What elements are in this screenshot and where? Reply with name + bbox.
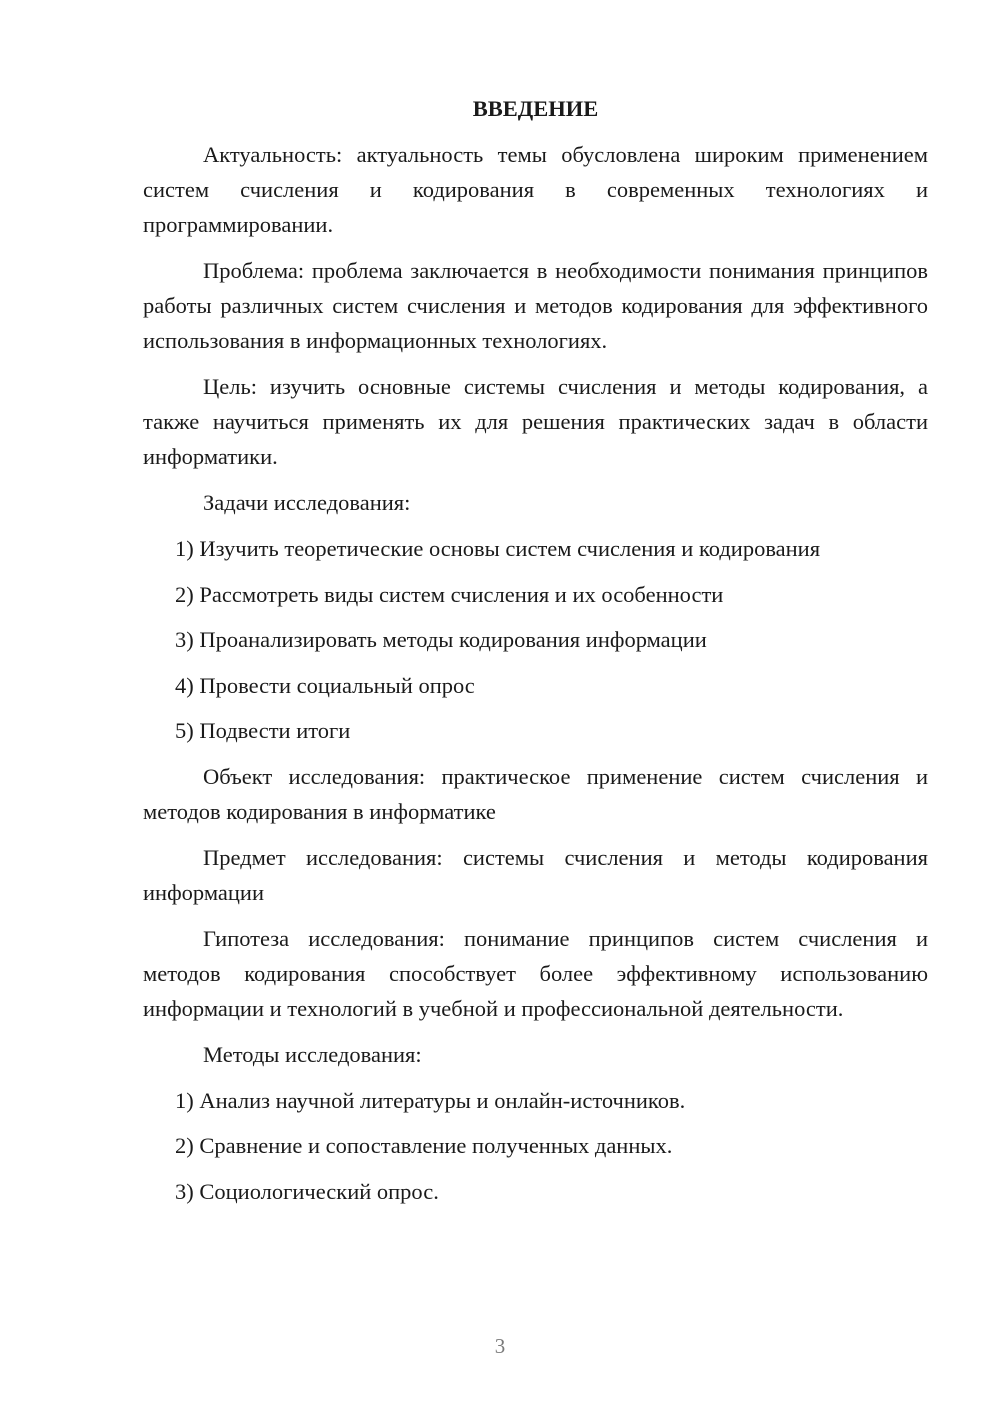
list-item: 2) Рассмотреть виды систем счисления и их особенности: [175, 581, 724, 607]
page-content: [143, 91, 928, 1219]
paragraph-hypothesis: Гипотеза исследования: понимание принципов систем счисления и методов кодирования способствует более эффективному использованию информации и технологий в учебной и профессиональной деятельности.: [143, 925, 928, 1021]
paragraph-goal: Цель: изучить основные системы счисления и методы кодирования, а также научиться применять их для решения практических задач в области информатики.: [143, 374, 928, 469]
page-title: ВВЕДЕНИЕ: [472, 96, 599, 121]
tasks-heading: Задачи исследования:: [203, 490, 411, 515]
paragraph-relevance: Актуальность: актуальность темы обусловлена широким применением систем счисления и кодирования в современных технологиях и программировании.: [143, 142, 928, 237]
list-item: 1) Анализ научной литературы и онлайн-источников.: [175, 1087, 686, 1113]
tasks-list: [143, 531, 928, 748]
list-item: 2) Сравнение и сопоставление полученных данных.: [175, 1133, 673, 1158]
methods-list: [143, 1083, 928, 1209]
list-item: 3) Проанализировать методы кодирования информации: [175, 627, 707, 652]
paragraph-object: Объект исследования: практическое применение систем счисления и методов кодирования в информатике: [143, 763, 928, 824]
paragraph-problem: Проблема: проблема заключается в необходимости понимания принципов работы различных систем счисления и методов кодирования для эффективного использования в информационных технологиях.: [143, 258, 928, 353]
methods-heading: Методы исследования:: [203, 1041, 422, 1067]
list-item: 1) Изучить теоретические основы систем счисления и кодирования: [175, 536, 821, 561]
paragraph-subject: Предмет исследования: системы счисления и методы кодирования информации: [143, 844, 928, 905]
list-item: 5) Подвести итоги: [175, 718, 351, 743]
list-item: 4) Провести социальный опрос: [175, 672, 475, 698]
list-item: 3) Социологический опрос.: [175, 1178, 439, 1204]
page-number: 3: [494, 1334, 506, 1358]
